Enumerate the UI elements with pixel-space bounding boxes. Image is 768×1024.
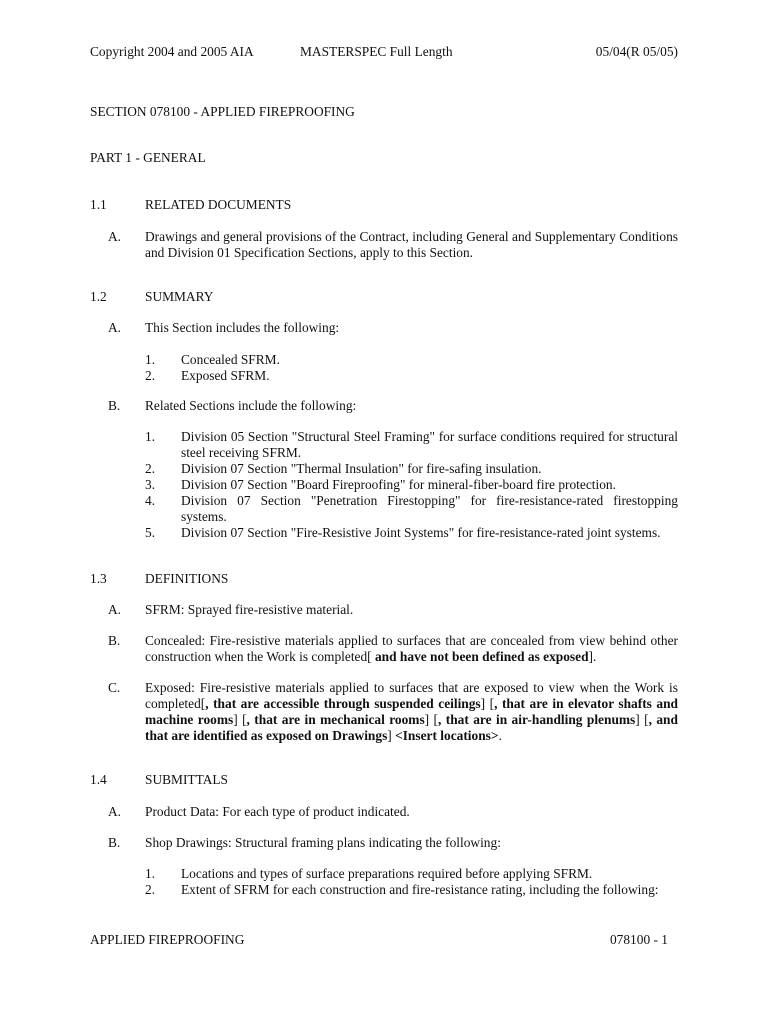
article-number: 1.4	[90, 772, 107, 787]
list-item-number: 2.	[145, 368, 156, 383]
paragraph-label: B.	[108, 398, 121, 413]
paragraph-label: B.	[108, 633, 121, 648]
paragraph-label: C.	[108, 680, 121, 695]
list-item-text: Locations and types of surface preparations required before applying SFRM.	[181, 866, 593, 881]
header-product: MASTERSPEC Full Length	[300, 44, 453, 59]
paragraph-text: Shop Drawings: Structural framing plans indicating the following:	[145, 835, 501, 850]
list-item-number: 1.	[145, 352, 156, 367]
article-number: 1.2	[90, 289, 107, 304]
paragraph-label: B.	[108, 835, 121, 850]
footer-page-number: 078100 - 1	[609, 932, 668, 947]
article-title: SUBMITTALS	[145, 772, 228, 787]
paragraph-label: A.	[108, 229, 122, 244]
paragraph-text: Product Data: For each type of product indicated.	[145, 804, 410, 819]
list-item-text: Division 07 Section "Fire-Resistive Joint Systems" for fire-resistance-rated joint systems.	[181, 525, 661, 540]
paragraph-text: This Section includes the following:	[145, 320, 340, 335]
part-title: PART 1 - GENERAL	[90, 150, 206, 165]
header-copyright: Copyright 2004 and 2005 AIA	[90, 44, 254, 59]
list-item-number: 1.	[145, 429, 156, 444]
list-item-number: 2.	[145, 882, 156, 897]
article-title: RELATED DOCUMENTS	[145, 197, 292, 212]
paragraph-label: A.	[108, 804, 122, 819]
list-item-text: Exposed SFRM.	[181, 368, 270, 383]
article-title: DEFINITIONS	[145, 571, 229, 586]
list-item-text: Division 07 Section "Penetration Firestopping" for fire-resistance-rated firestopping systems.	[181, 493, 678, 524]
list-item-text: Division 07 Section "Board Fireproofing" for mineral-fiber-board fire protection.	[181, 477, 616, 492]
list-item-text: Concealed SFRM.	[181, 352, 280, 367]
paragraph-label: A.	[108, 320, 122, 335]
article-number: 1.1	[90, 197, 107, 212]
section-title: SECTION 078100 - APPLIED FIREPROOFING	[90, 104, 355, 119]
paragraph-text: Exposed: Fire-resistive materials applied to surfaces that are exposed to view when the Work is completed[, that are accessible through suspended ceilings] [, that are in elevator shafts and machine rooms] [, that are in mechanical rooms] [, that are in air-handling plenums] [, and that are identified as exposed on Drawings] <Insert locations>.	[145, 680, 678, 743]
header-date: 05/04(R 05/05)	[595, 44, 678, 59]
list-item-number: 2.	[145, 461, 156, 476]
list-item-number: 3.	[145, 477, 156, 492]
list-item-text: Extent of SFRM for each construction and fire-resistance rating, including the following:	[181, 882, 659, 897]
list-item-number: 5.	[145, 525, 156, 540]
paragraph-text: SFRM: Sprayed fire-resistive material.	[145, 602, 354, 617]
list-item-number: 4.	[145, 493, 156, 508]
list-item-text: Division 05 Section "Structural Steel Framing" for surface conditions required for structural steel receiving SFRM.	[181, 429, 678, 460]
paragraph-label: A.	[108, 602, 122, 617]
article-title: SUMMARY	[145, 289, 214, 304]
paragraph-text: Drawings and general provisions of the Contract, including General and Supplementary Conditions and Division 01 Specification Sections, apply to this Section.	[145, 229, 678, 260]
article-number: 1.3	[90, 571, 107, 586]
footer-title: APPLIED FIREPROOFING	[90, 932, 245, 947]
list-item-text: Division 07 Section "Thermal Insulation" for fire-safing insulation.	[181, 461, 542, 476]
paragraph-text: Concealed: Fire-resistive materials applied to surfaces that are concealed from view behind other construction when the Work is completed[ and have not been defined as exposed].	[145, 633, 678, 664]
list-item-number: 1.	[145, 866, 156, 881]
paragraph-text: Related Sections include the following:	[145, 398, 357, 413]
